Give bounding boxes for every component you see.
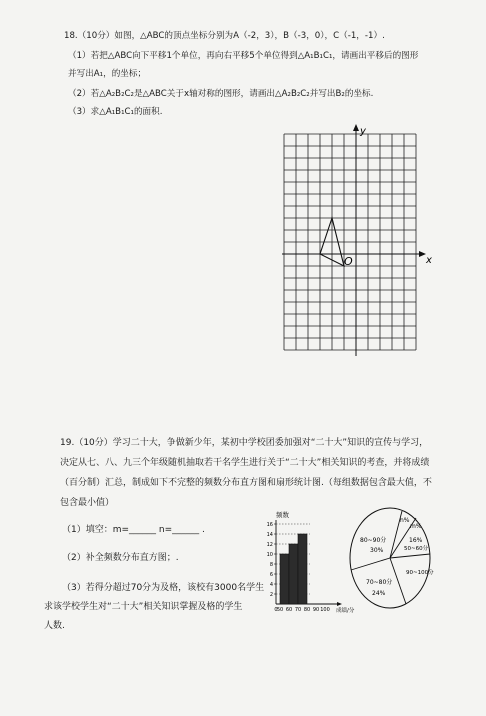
hist-y-tick-label: 2 [269, 592, 273, 598]
q18-part2: （2）若△A₂B₂C₂是△ABC关于x轴对称的图形，请画出△A₂B₂C₂并写出B₂的坐标. [68, 89, 374, 99]
q19-part3-line3: 人数. [44, 621, 65, 631]
hist-xlabel: 成绩/分 [336, 608, 355, 614]
hist-y-tick-label: 4 [269, 582, 273, 588]
coordinate-grid [276, 122, 436, 362]
q19-line1: 19.（10分）学习二十大，争做新少年，某初中学校团委加强对“二十大”知识的宣传与学习， [60, 438, 429, 448]
pie-label-30: 30% [370, 547, 384, 554]
pie-label-m: m% [410, 523, 422, 530]
pie-label-16: 16% [409, 537, 423, 544]
hist-x-arrow [337, 602, 342, 606]
axis-y-label: y [360, 126, 366, 137]
hist-y-tick-label: 10 [266, 552, 273, 558]
pie-label-50-60: 50~60分 [404, 546, 429, 552]
pie-divider [351, 558, 390, 570]
pie-divider [390, 558, 406, 604]
hist-x-tick-label: 0 [274, 607, 278, 613]
hist-y-tick-label: 16 [266, 522, 273, 528]
hist-y-tick-label: 6 [269, 572, 273, 578]
pie-label-90-100: 90~100分 [406, 570, 434, 576]
hist-x-tick-label: 80 [303, 607, 311, 613]
hist-y-tick-label: 8 [269, 562, 273, 568]
hist-bar [289, 544, 298, 604]
pie-divider [390, 554, 430, 558]
origin-label: O [344, 255, 353, 268]
q19-line3: （百分制）汇总，制成如下不完整的频数分布直方图和扇形统计图.（每组数据包含最大值，不 [60, 478, 432, 488]
hist-bar [280, 554, 289, 604]
hist-bar [298, 534, 307, 604]
q19-part3-line2: 求该学校学生对“二十大”相关知识掌握及格的学生 [44, 602, 243, 612]
axis-x-label: x [426, 255, 432, 266]
hist-x-tick-label: 90 [312, 607, 320, 613]
pie-label-70-80: 70~80分 [366, 579, 393, 586]
q19-line2: 决定从七、八、九三个年级随机抽取若干名学生进行关于“二十大”相关知识的考查，并将成绩 [60, 458, 430, 468]
hist-x-tick-label: 50 [276, 607, 284, 613]
y-axis-arrow [353, 124, 359, 131]
q19-part3-line1: （3）若得分超过70分为及格，该校有3000名学生 [62, 583, 265, 593]
pie-chart [346, 502, 436, 612]
q18-part3: （3）求△A₁B₁C₁的面积. [68, 107, 163, 117]
q18-header: 18.（10分）如图，△ABC的顶点坐标分别为A（-2，3），B（-3，0），C（-1，-1）. [64, 31, 385, 41]
pie-label-n: n% [400, 517, 410, 524]
pie-label-24: 24% [372, 590, 386, 597]
q18-part1-line1: （1）若把△ABC向下平移1个单位，再向右平移5个单位得到△A₁B₁C₁，请画出平移后的图形 [68, 51, 419, 61]
hist-y-tick-label: 14 [266, 532, 273, 538]
q18-part1-line2: 并写出A₁，的坐标； [68, 69, 147, 79]
q19-part1: （1）填空：m=______ n=______ . [62, 525, 205, 535]
pie-label-80-90: 80~90分 [360, 537, 387, 544]
q19-part2: （2）补全频数分布直方图；. [62, 553, 179, 563]
hist-ylabel: 频数 [276, 511, 289, 519]
hist-y-tick-label: 12 [266, 542, 273, 548]
x-axis-arrow [419, 251, 426, 257]
q19-line4: 包含最小值） [60, 498, 115, 508]
hist-x-tick-label: 70 [294, 607, 302, 613]
hist-x-tick-label: 60 [285, 607, 293, 613]
hist-x-tick-label: 100 [320, 607, 330, 613]
